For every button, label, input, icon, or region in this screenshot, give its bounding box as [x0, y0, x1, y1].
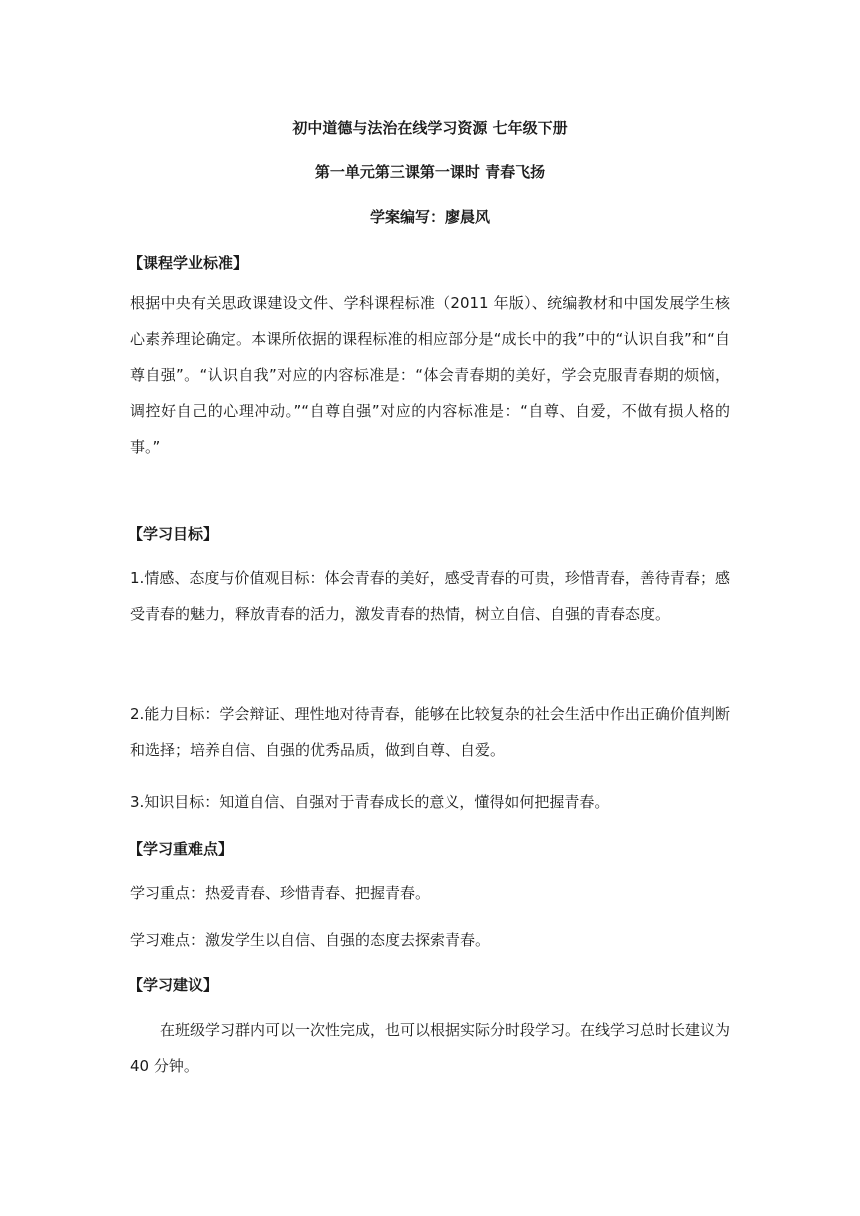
key-difficulty: 学习难点：激发学生以自信、自强的态度去探索青春。 [130, 931, 491, 949]
heading-learning-advice: 【学习建议】 [128, 976, 219, 994]
heading-key-points: 【学习重难点】 [128, 840, 234, 858]
curriculum-standard-text: 根据中央有关思政课建设文件、学科课程标准（2011 年版）、统编教材和中国发展学生核心素养理论确定。本课所依据的课程标准的相应部分是“成长中的我”中的“认识自我”和“自尊自强”。“认识自我”对应的内容标准是：“体会青春期的美好，学会克服青春期的烦恼，调控好自己的心理冲动。”“自尊自强”对应的内容标准是：“自尊、自爱，不做有损人格的事。” [130, 294, 730, 456]
author-line: 学案编写：廖晨风 [369, 208, 490, 226]
key-focus: 学习重点：热爱青春、珍惜青春、把握青春。 [130, 884, 431, 902]
goal-item-1: 1.情感、态度与价值观目标：体会青春的美好，感受青春的可贵，珍惜青春，善待青春；感受青春的魅力，释放青春的活力，激发青春的热情，树立自信、自强的青春态度。 [130, 569, 730, 623]
lesson-title: 第一单元第三课第一课时 青春飞扬 [314, 163, 546, 181]
goal-item-2: 2.能力目标：学会辩证、理性地对待青春，能够在比较复杂的社会生活中作出正确价值判断和选择；培养自信、自强的优秀品质，做到自尊、自爱。 [130, 705, 730, 759]
goal-item-3: 3.知识目标：知道自信、自强对于青春成长的意义，懂得如何把握青春。 [130, 793, 610, 811]
heading-learning-goals: 【学习目标】 [128, 525, 219, 543]
document-title: 初中道德与法治在线学习资源 七年级下册 [292, 119, 568, 137]
heading-curriculum-standard: 【课程学业标准】 [128, 254, 249, 272]
learning-advice-text: 在班级学习群内可以一次性完成，也可以根据实际分时段学习。在线学习总时长建议为 40 分钟。 [130, 1021, 731, 1075]
